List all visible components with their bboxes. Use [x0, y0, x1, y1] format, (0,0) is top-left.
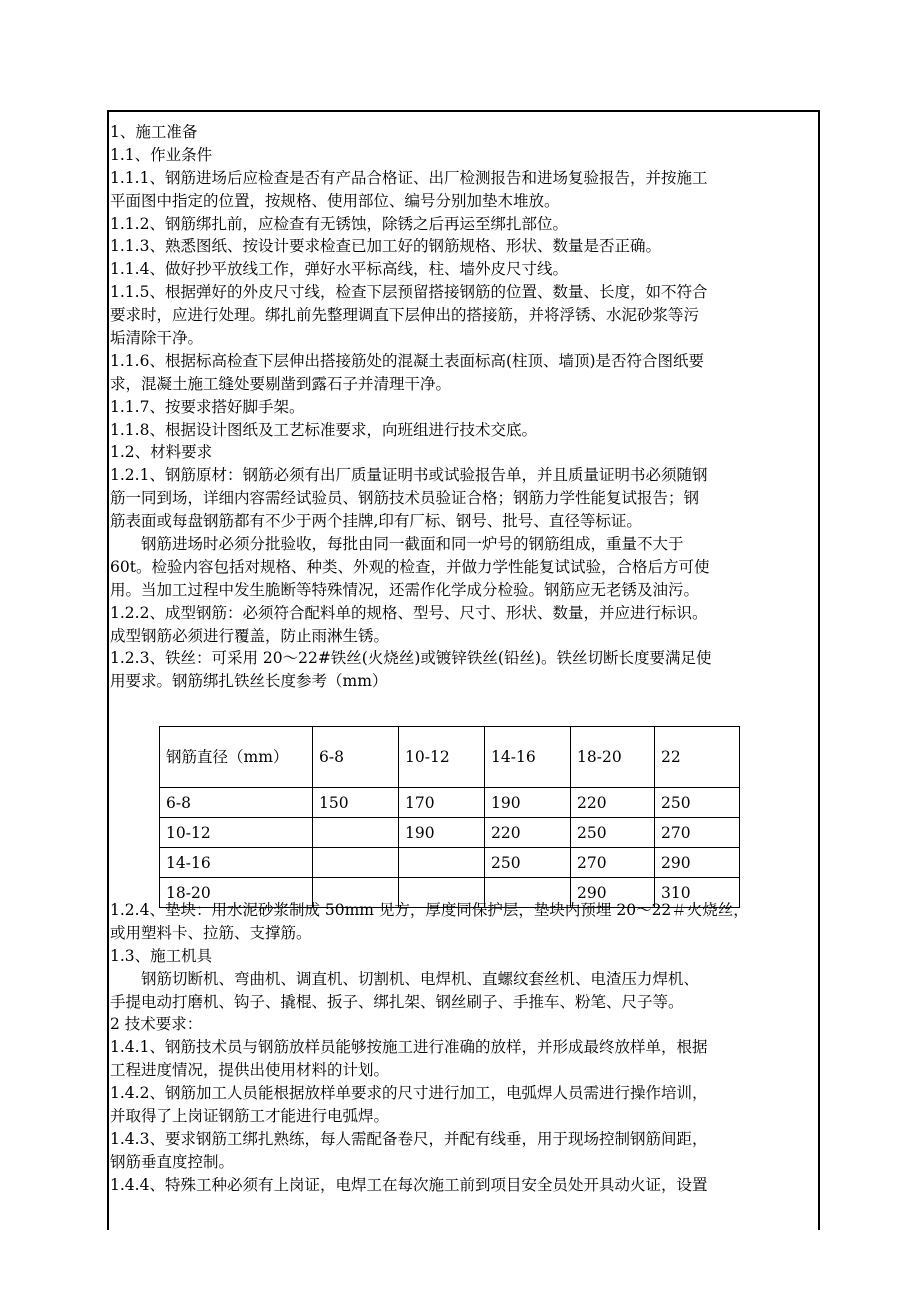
paragraph-line: 1.1.4、做好抄平放线工作，弹好水平标高线，柱、墙外皮尺寸线。: [110, 260, 568, 279]
paragraph-line: 垢清除干净。: [110, 329, 204, 348]
paragraph-line: 1.2.1、钢筋原材：钢筋必须有出厂质量证明书或试验报告单，并且质量证明书必须随钢: [110, 466, 708, 485]
paragraph-line: 钢筋切断机、弯曲机、调直机、切割机、电焊机、直螺纹套丝机、电渣压力焊机、: [141, 969, 700, 988]
table-cell: 170: [399, 788, 485, 818]
table-cell: 250: [571, 818, 655, 848]
paragraph-line: 钢筋垂直度控制。: [110, 1152, 235, 1171]
paragraph-line: 手提电动打磨机、钩子、撬棍、扳子、绑扎架、钢丝刷子、手推车、粉笔、尺子等。: [110, 992, 684, 1011]
subsection-heading: 1.2、材料要求: [110, 443, 213, 462]
wire-length-table: [159, 726, 740, 908]
table-cell: 10-12: [160, 818, 313, 848]
paragraph-line: 1.2.3、铁丝：可采用 20～22#铁丝(火烧丝)或镀锌铁丝(铅丝)。铁丝切断长度要满足使: [110, 649, 712, 668]
table-row: [160, 818, 740, 848]
table-cell: 190: [485, 788, 571, 818]
table-cell: [313, 848, 399, 878]
table-header-cell: 钢筋直径（mm）: [160, 727, 313, 788]
paragraph-line: 1.1.8、根据设计图纸及工艺标准要求，向班组进行技术交底。: [110, 420, 537, 439]
table-header-cell: 18-20: [571, 727, 655, 788]
table-cell: 6-8: [160, 788, 313, 818]
paragraph-line: 1.1.1、钢筋进场后应检查是否有产品合格证、出厂检测报告和进场复验报告，并按施工: [110, 168, 708, 187]
table-cell: 290: [571, 878, 655, 908]
table-header-cell: 14-16: [485, 727, 571, 788]
paragraph-line: 1.4.3、要求钢筋工绑扎熟练，每人需配备卷尺，并配有线垂，用于现场控制钢筋间距，: [110, 1129, 708, 1148]
paragraph-line: 并取得了上岗证钢筋工才能进行电弧焊。: [110, 1107, 390, 1126]
paragraph-line: 平面图中指定的位置，按规格、使用部位、编号分别加垫木堆放。: [110, 191, 560, 210]
table-header-cell: 10-12: [399, 727, 485, 788]
table-cell: 270: [655, 818, 740, 848]
table-cell: 150: [313, 788, 399, 818]
table-header-cell: 6-8: [313, 727, 399, 788]
table-cell: 220: [485, 818, 571, 848]
table-cell: 250: [655, 788, 740, 818]
subsection-heading: 1.3、施工机具: [110, 946, 213, 965]
table-cell: 270: [571, 848, 655, 878]
paragraph-line: 用。当加工过程中发生脆断等特殊情况，还需作化学成分检验。钢筋应无老锈及油污。: [110, 580, 700, 599]
paragraph-line: 筋一同到场，详细内容需经试验员、钢筋技术员验证合格；钢筋力学性能复试报告；钢: [110, 489, 700, 508]
paragraph-line: 1.1.3、熟悉图纸、按设计要求检查已加工好的钢筋规格、形状、数量是否正确。: [110, 237, 661, 256]
section-heading: 2 技术要求：: [110, 1015, 203, 1034]
document-body-top: [110, 121, 820, 693]
paragraph-line: 成型钢筋必须进行覆盖，防止雨淋生锈。: [110, 626, 390, 645]
paragraph-line: 1.1.2、钢筋绑扎前，应检查有无锈蚀，除锈之后再运至绑扎部位。: [110, 214, 568, 233]
paragraph-line: 钢筋进场时必须分批验收，每批由同一截面和同一炉号的钢筋组成，重量不大于: [141, 535, 684, 554]
table-cell: 310: [655, 878, 740, 908]
paragraph-line: 1.4.2、钢筋加工人员能根据放样单要求的尺寸进行加工，电弧焊人员需进行操作培训，: [110, 1084, 708, 1103]
paragraph-line: 1.1.7、按要求搭好脚手架。: [110, 397, 305, 416]
table-cell: 18-20: [160, 878, 313, 908]
table-row: [160, 848, 740, 878]
table-cell: 14-16: [160, 848, 313, 878]
table-cell: [399, 848, 485, 878]
paragraph-line: 工程进度情况，提供出使用材料的计划。: [110, 1061, 390, 1080]
table-cell: 290: [655, 848, 740, 878]
paragraph-line: 要求时，应进行处理。绑扎前先整理调直下层伸出的搭接筋，并将浮锈、水泥砂浆等污: [110, 306, 700, 325]
paragraph-line: 求，混凝土施工缝处要剔凿到露石子并清理干净。: [110, 374, 452, 393]
paragraph-line: 60t。检验内容包括对规格、种类、外观的检查，并做力学性能复试试验，合格后方可使: [110, 557, 710, 576]
table-row: [160, 788, 740, 818]
paragraph-line: 1.1.5、根据弹好的外皮尺寸线，检查下层预留搭接钢筋的位置、数量、长度，如不符合: [110, 283, 708, 302]
paragraph-line: 1.2.2、成型钢筋：必须符合配料单的规格、型号、尺寸、形状、数量，并应进行标识。: [110, 603, 708, 622]
table-cell: 190: [399, 818, 485, 848]
table-cell: 220: [571, 788, 655, 818]
subsection-heading: 1.1、作业条件: [110, 145, 213, 164]
table-cell: 250: [485, 848, 571, 878]
table-header-row: [160, 727, 740, 788]
paragraph-line: 1.4.1、钢筋技术员与钢筋放样员能够按施工进行准确的放样，并形成最终放样单，根据: [110, 1038, 708, 1057]
paragraph-line: 1.4.4、特殊工种必须有上岗证，电焊工在每次施工前到项目安全员处开具动火证，设置: [110, 1175, 708, 1194]
paragraph-line: 1.2.4、垫块：用水泥砂浆制成 50mm 见方，厚度同保护层，垫块内预埋 20～22＃火烧丝，: [110, 901, 749, 919]
paragraph-line: 或用塑料卡、拉筋、支撑筋。: [110, 923, 312, 942]
table-header-cell: 22: [655, 727, 740, 788]
paragraph-line: 1.1.6、根据标高检查下层伸出搭接筋处的混凝土表面标高(柱顶、墙顶)是否符合图纸要: [110, 351, 705, 370]
table-cell: [313, 818, 399, 848]
paragraph-line: 筋表面或每盘钢筋都有不少于两个挂牌,印有厂标、钢号、批号、直径等标证。: [110, 512, 642, 531]
section-heading: 1、施工准备: [110, 123, 198, 141]
paragraph-line: 用要求。钢筋绑扎铁丝长度参考（mm）: [110, 672, 388, 691]
document-body-bottom: [110, 899, 820, 1197]
